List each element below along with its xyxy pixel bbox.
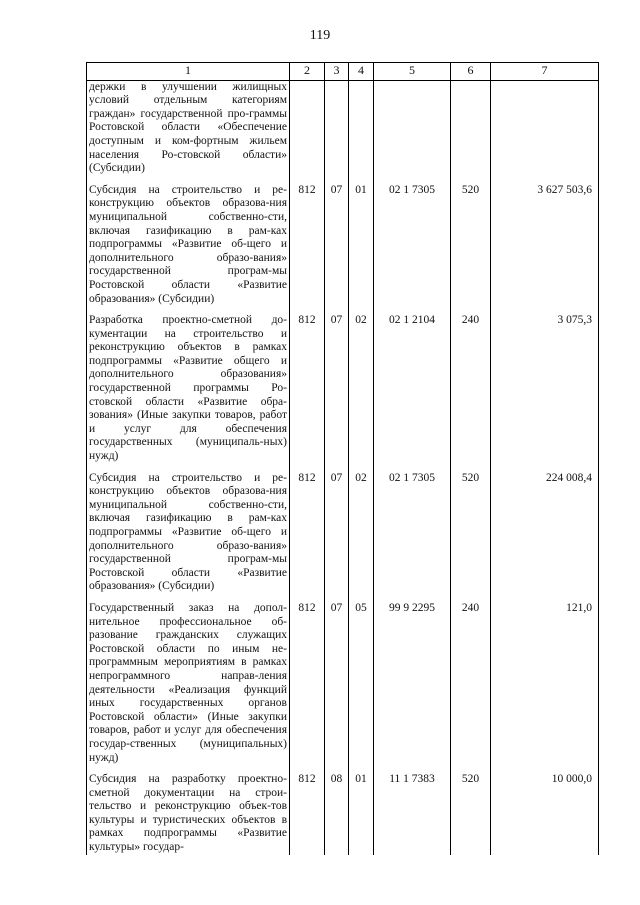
row-code-4: 01 bbox=[349, 176, 374, 306]
row-code-4: 02 bbox=[349, 464, 374, 594]
row-code-4: 01 bbox=[349, 765, 374, 855]
row-code-3: 07 bbox=[325, 306, 349, 464]
row-code-6: 520 bbox=[451, 176, 491, 306]
row-code-2: 812 bbox=[290, 176, 325, 306]
row-amount: 3 075,3 bbox=[491, 306, 599, 464]
row-description: Разработка проектно-сметной до-кументации на строительство и реконструкцию объектов в рамках подпрограммы «Развитие общего и дополнительного образования» государственной программы Ро-стовской области «Развитие обра-зования» (Иные закупки товаров, работ и услуг для обеспечения государственных (муниципаль-ных) нужд) bbox=[87, 306, 290, 464]
table-row bbox=[87, 464, 599, 594]
row-code-5: 11 1 7383 bbox=[374, 765, 451, 855]
row-code-4: 02 bbox=[349, 306, 374, 464]
row-code-5: 02 1 7305 bbox=[374, 464, 451, 594]
row-description: Субсидия на строительство и ре-конструкцию объектов образова-ния муниципальной собственно-сти, включая газификацию в рам-ках подпрограммы «Развитие об-щего и дополнительного образо-вания» государственной програм-мы Ростовской области «Развитие образования» (Субсидии) bbox=[87, 176, 290, 306]
row-code-6: 520 bbox=[451, 464, 491, 594]
row-code-3: 07 bbox=[325, 464, 349, 594]
row-code-5: 99 9 2295 bbox=[374, 594, 451, 765]
col-header-4: 4 bbox=[349, 63, 374, 81]
row-description: держки в улучшении жилищных условий отдельным категориям граждан» государственной про-граммы Ростовской области «Обеспечение доступным и ком-фортным жильем населения Ро-стовской области» (Субсидии) bbox=[87, 80, 290, 176]
row-code-3: 07 bbox=[325, 594, 349, 765]
row-amount bbox=[491, 80, 599, 176]
row-amount: 224 008,4 bbox=[491, 464, 599, 594]
row-amount: 10 000,0 bbox=[491, 765, 599, 855]
row-code-5: 02 1 2104 bbox=[374, 306, 451, 464]
row-code-2: 812 bbox=[290, 306, 325, 464]
page-number: 119 bbox=[309, 28, 331, 43]
row-description: Субсидия на разработку проектно-сметной документации на строи-тельство и реконструкцию объек-тов культуры и туристических объектов в рамках подпрограммы «Развитие культуры» государ- bbox=[87, 765, 290, 855]
row-code-6: 240 bbox=[451, 594, 491, 765]
budget-table bbox=[86, 62, 599, 855]
row-code-3: 08 bbox=[325, 765, 349, 855]
row-code-6 bbox=[451, 80, 491, 176]
row-code-3: 07 bbox=[325, 176, 349, 306]
row-description: Субсидия на строительство и ре-конструкцию объектов образова-ния муниципальной собственно-сти, включая газификацию в рам-ках подпрограммы «Развитие об-щего и дополнительного образо-вания» государственной програм-мы Ростовской области «Развитие образования» (Субсидии) bbox=[87, 464, 290, 594]
row-code-5: 02 1 7305 bbox=[374, 176, 451, 306]
row-code-2 bbox=[290, 80, 325, 176]
col-header-3: 3 bbox=[325, 63, 349, 81]
col-header-5: 5 bbox=[374, 63, 451, 81]
table-row bbox=[87, 594, 599, 765]
row-code-3 bbox=[325, 80, 349, 176]
row-code-6: 240 bbox=[451, 306, 491, 464]
table-row bbox=[87, 765, 599, 855]
table-row bbox=[87, 80, 599, 176]
row-amount: 3 627 503,6 bbox=[491, 176, 599, 306]
col-header-1: 1 bbox=[87, 63, 290, 81]
col-header-7: 7 bbox=[491, 63, 599, 81]
row-code-6: 520 bbox=[451, 765, 491, 855]
row-code-5 bbox=[374, 80, 451, 176]
header-row bbox=[87, 63, 599, 81]
table-row bbox=[87, 176, 599, 306]
row-amount: 121,0 bbox=[491, 594, 599, 765]
col-header-6: 6 bbox=[451, 63, 491, 81]
row-code-2: 812 bbox=[290, 464, 325, 594]
row-code-2: 812 bbox=[290, 594, 325, 765]
row-description: Государственный заказ на допол-нительное профессиональное об-разование гражданских служащих Ростовской области по иным не-программным мероприятиям в рамках непрограммного направ-ления деятельности «Реализация функций иных государственных органов Ростовской области» (Иные закупки товаров, работ и услуг для обеспечения государ-ственных (муниципальных) нужд) bbox=[87, 594, 290, 765]
col-header-2: 2 bbox=[290, 63, 325, 81]
table-row bbox=[87, 306, 599, 464]
row-code-4 bbox=[349, 80, 374, 176]
row-code-2: 812 bbox=[290, 765, 325, 855]
row-code-4: 05 bbox=[349, 594, 374, 765]
